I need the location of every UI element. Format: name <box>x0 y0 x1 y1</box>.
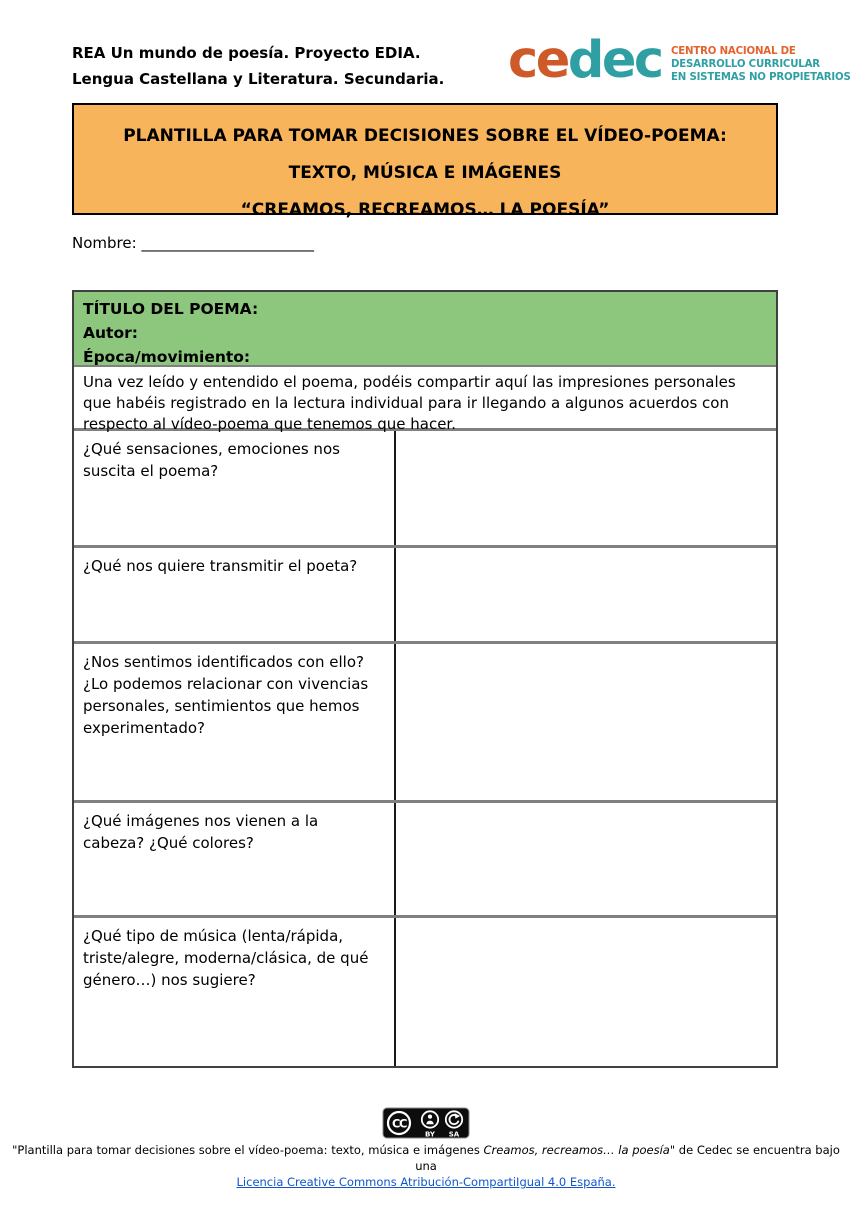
cedec-tagline-line-2: DESARROLLO CURRICULAR <box>670 58 820 70</box>
title-line-1: PLANTILLA PARA TOMAR DECISIONES SOBRE EL VÍDEO-POEMA: <box>123 126 727 146</box>
license-link[interactable]: Licencia Creative Commons Atribución-CompartiIgual 4.0 España. <box>236 1175 616 1189</box>
cedec-tagline-line-3: EN SISTEMAS NO PROPIETARIOS <box>670 71 851 83</box>
cedec-tagline-line-1: CENTRO NACIONAL DE <box>670 45 796 57</box>
license-text-prefix: "Plantilla para tomar decisiones sobre el vídeo-poema: texto, música e imágenes <box>12 1143 484 1157</box>
question-cell: ¿Nos sentimos identificados con ello? ¿Lo podemos relacionar con vivencias personales, sentimientos que hemos experimentado? <box>74 644 396 800</box>
svg-text:SA: SA <box>448 1130 460 1139</box>
question-cell: ¿Qué nos quiere transmitir el poeta? <box>74 548 396 641</box>
table-row <box>74 431 776 548</box>
poem-header-cell <box>74 292 776 367</box>
answer-cell[interactable] <box>396 918 776 1066</box>
question-cell: ¿Qué sensaciones, emociones nos suscita el poema? <box>74 431 396 545</box>
document-header <box>72 40 444 92</box>
worksheet-table <box>72 290 778 1068</box>
svg-text:BY: BY <box>424 1130 436 1139</box>
title-line-3: “CREAMOS, RECREAMOS… LA POESÍA” <box>240 200 610 220</box>
cedec-logo <box>508 31 852 90</box>
poem-period-label: Época/movimiento: <box>83 348 251 366</box>
instructions-cell: Una vez leído y entendido el poema, podéis compartir aquí las impresiones personales que habéis registrado en la lectura individual para ir llegando a algunos acuerdos con respecto al vídeo-poema que tenemos que hacer. <box>74 367 776 431</box>
cc-by-sa-icon <box>382 1107 470 1139</box>
cc-by-sa-badge <box>382 1107 470 1143</box>
poem-author-label: Autor: <box>83 324 138 342</box>
answer-cell[interactable] <box>396 548 776 641</box>
answer-cell[interactable] <box>396 431 776 545</box>
table-row <box>74 644 776 803</box>
cedec-wordmark-dec: dec <box>567 31 662 90</box>
title-banner <box>72 103 778 220</box>
license-statement <box>0 1142 852 1190</box>
table-row <box>74 803 776 918</box>
cedec-wordmark <box>508 31 662 90</box>
license-text-suffix: " de Cedec se encuentra bajo una <box>415 1143 840 1173</box>
header-line-2: Lengua Castellana y Literatura. Secundaria. <box>72 70 445 88</box>
question-cell: ¿Qué imágenes nos vienen a la cabeza? ¿Qué colores? <box>74 803 396 915</box>
poem-title-label: TÍTULO DEL POEMA: <box>83 300 259 318</box>
name-label: Nombre: <box>72 234 137 252</box>
table-row <box>74 548 776 644</box>
answer-cell[interactable] <box>396 803 776 915</box>
svg-text:CC: CC <box>392 1116 406 1131</box>
question-cell: ¿Qué tipo de música (lenta/rápida, triste/alegre, moderna/clásica, de qué género…) nos sugiere? <box>74 918 396 1066</box>
name-field <box>72 234 314 252</box>
table-row <box>74 918 776 1066</box>
license-work-title: Creamos, recreamos… la poesía <box>483 1143 670 1157</box>
name-blank-line[interactable]: _______________________ <box>141 234 314 252</box>
answer-cell[interactable] <box>396 644 776 800</box>
cedec-tagline <box>671 45 851 84</box>
cedec-wordmark-ce: ce <box>508 31 568 90</box>
header-line-1: REA Un mundo de poesía. Proyecto EDIA. <box>72 44 421 62</box>
title-line-2: TEXTO, MÚSICA E IMÁGENES <box>288 163 562 183</box>
